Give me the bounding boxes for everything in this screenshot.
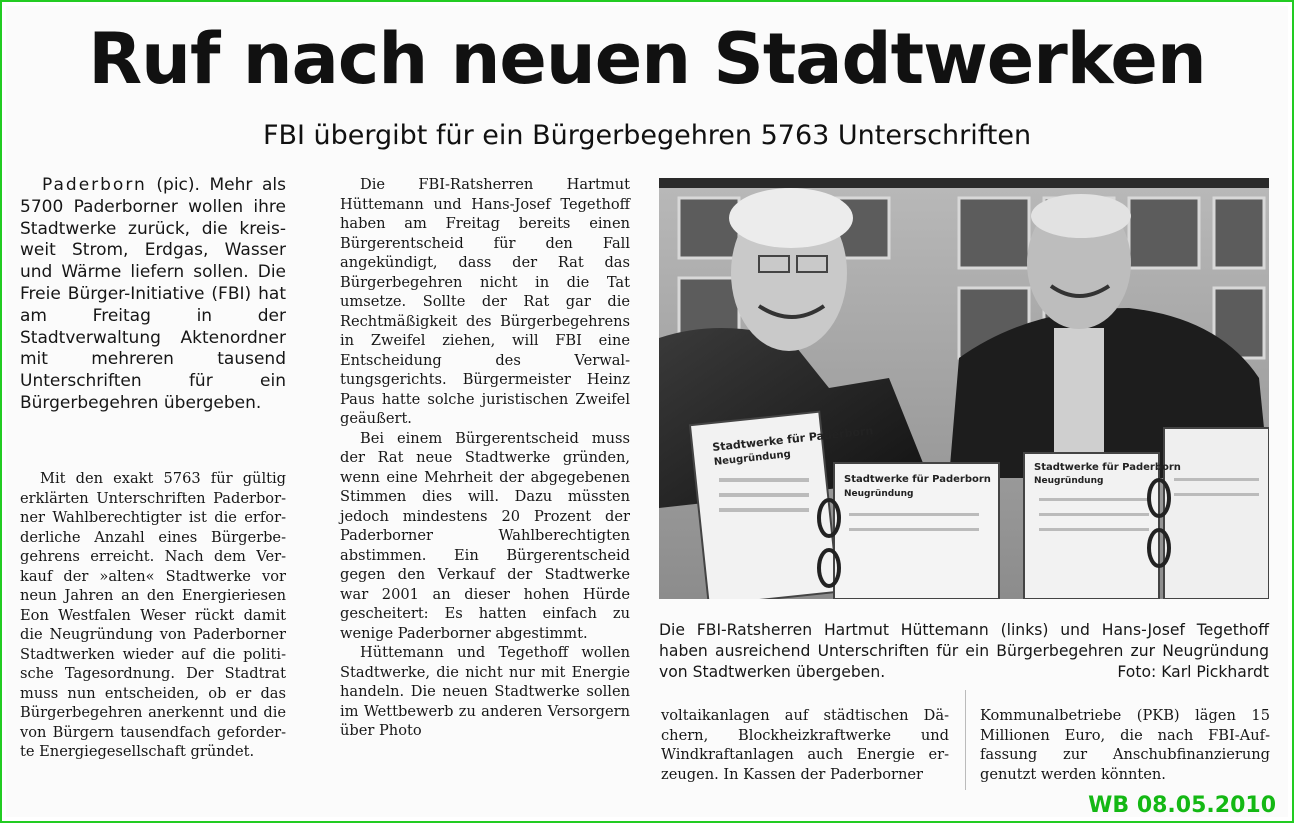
col2-paragraph-3: Hüttemann und Tegethoff wollen Stadtwerke, die nicht nur mit Energie handeln. Die neuen Stadtwerke sollen im Wettbewerb zu anderen Versorgern über Photo — [340, 644, 630, 739]
col1-paragraph: Mit den exakt 5763 für gültig erklärten Unterschriften Paderborner Wahlberechtigter ist die erforderliche Anzahl eines Bürgerbegehrens erreicht. Nach dem Verkauf der »alten« Stadtwerke vor neun Jahren an den Energieriesen Eon Westfalen Weser rückt damit die Neugründung von Paderborner Stadtwerken wieder auf die politische Tagesordnung. Der Stadtrat muss nun entscheiden, ob er das Bürgerbegehren anerkennt und die von Bürgern tausendfach geforderte Energiegesellschaft gründet. — [20, 470, 286, 760]
folder-mid-sub: Neugründung — [844, 489, 914, 499]
lead-text: (pic). Mehr als 5700 Paderborner wollen ihre Stadtwerke zurück, die kreisweit Strom, Erdgas, Wasser und Wärme liefern sollen. Die Freie Bürger-Initiative (FBI) hat am Freitag in der Stadtverwaltung Aktenordner mit mehreren tausend Unterschriften für ein Bürgerbegehren übergeben. — [20, 175, 286, 413]
column-4 — [980, 706, 1270, 784]
folder-right-title: Stadtwerke für Paderborn — [1034, 462, 1181, 473]
col2-paragraph-1: Die FBI-Ratsherren Hartmut Hüttemann und Hans-Josef Tegethoff haben am Freitag bereits einen Bürgerentscheid für den Fall angekündigt, dass der Rat das Bürgerbegehren nicht in die Tat umsetze. Sollte der Rat gar die Rechtmäßigkeit des Bürgerbegehrens in Zweifel ziehen, will FBI eine Entscheidung des Verwaltungsgerichts. Bürgermeister Heinz Paus hatte solche juristischen Zweifel geäußert. — [340, 176, 630, 427]
source-date-stamp: WB 08.05.2010 — [1088, 793, 1276, 818]
headline: Ruf nach neuen Stadtwerken — [88, 18, 1206, 100]
photo-credit: Foto: Karl Pickhardt — [1117, 663, 1269, 681]
folder-right-sub: Neugründung — [1034, 476, 1104, 486]
folder-mid-title: Stadtwerke für Paderborn — [844, 474, 991, 485]
lead-paragraph — [20, 175, 286, 415]
subheadline: FBI übergibt für ein Bürgerbegehren 5763 Unterschriften — [262, 120, 1032, 151]
caption-text: Die FBI-Ratsherren Hartmut Hüttemann (links) und Hans-Josef Tegethoff haben ausreichend Unterschriften für ein Bürgerbegehren zur Neugründung von Stadtwerken übergeben. — [659, 621, 1269, 681]
col4-paragraph: Kommunalbetriebe (PKB) lägen 15 Millionen Euro, die nach FBI-Auffassung zur Anschubfinanzierung genutzt werden könnten. — [980, 707, 1270, 783]
photo-caption — [659, 620, 1269, 683]
article-photo — [659, 178, 1269, 599]
column-divider — [965, 690, 966, 790]
dateline: Paderborn — [42, 175, 147, 195]
column-1 — [20, 469, 286, 762]
folder-left-sub: Neugründung — [713, 448, 792, 468]
folder-left-title: Stadtwerke für Paderborn — [711, 424, 874, 455]
column-2 — [340, 175, 630, 741]
col3-paragraph: voltaikanlagen auf städtischen Dächern, Blockheizkraftwerke und Windkraftanlagen auch Energie erzeugen. In Kassen der Paderborner — [661, 707, 949, 783]
column-3 — [661, 706, 949, 784]
col2-paragraph-2: Bei einem Bürgerentscheid muss der Rat neue Stadtwerke gründen, wenn eine Mehrheit der abgegebenen Stimmen dies will. Dazu müssten jedoch mindestens 20 Prozent der Paderborner Wahlberechtigten abstimmen. Ein Bürgerentscheid gegen den Verkauf der Stadtwerke war 2001 an dieser hohen Hürde gescheitert: Es hatten einfach zu wenige Paderborner abgestimmt. — [340, 429, 630, 642]
